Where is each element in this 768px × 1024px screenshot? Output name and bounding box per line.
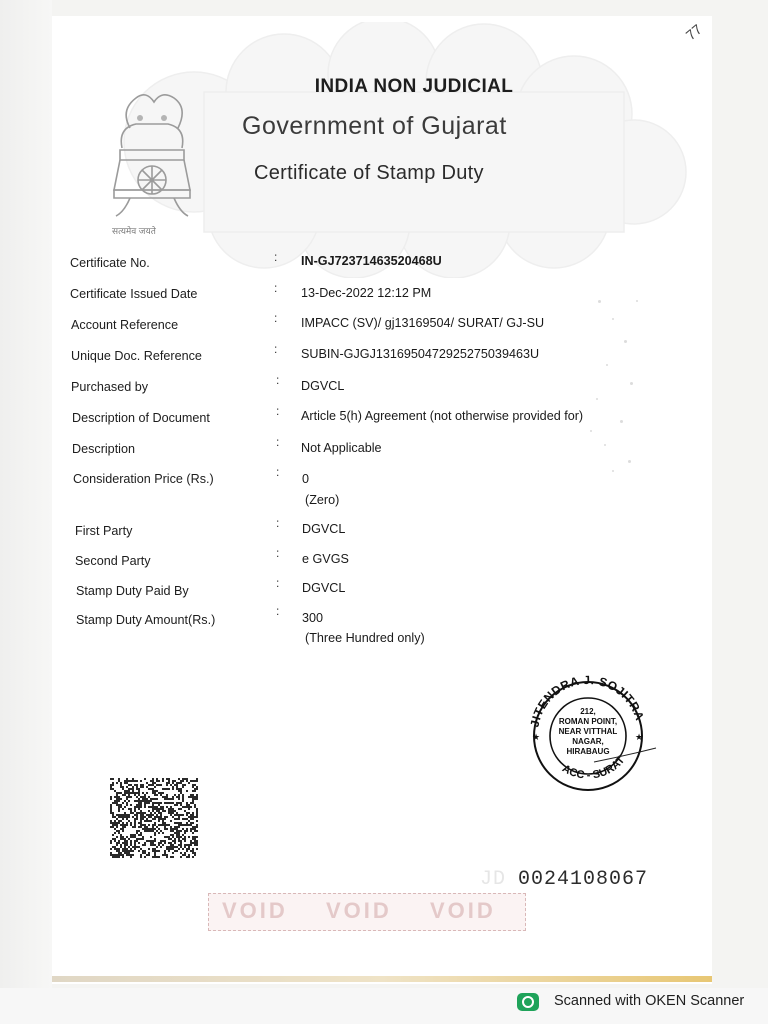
colon: : — [274, 281, 278, 295]
colon: : — [274, 250, 278, 264]
header-india-non-judicial — [0, 76, 768, 98]
field-label-first-party: First Party — [75, 524, 133, 538]
field-value-consideration-price: 0 — [302, 472, 310, 486]
colon: : — [276, 604, 280, 618]
certificate-serial-prefix: JD — [480, 868, 507, 891]
field-value-unique-doc-reference: SUBIN-GJGJ1316950472925275039463U — [301, 347, 540, 361]
colon: : — [276, 373, 280, 387]
void-watermark-text: VOID — [222, 898, 288, 923]
paper-bottom-edge — [52, 976, 712, 982]
colon: : — [276, 546, 280, 560]
field-label-consideration-price: Consideration Price (Rs.) — [73, 472, 214, 486]
colon: : — [274, 311, 278, 325]
field-value-purchased-by: DGVCL — [301, 379, 345, 393]
seal-inner-line: HIRABAUG — [566, 747, 610, 756]
oken-scanner-logo-icon — [516, 992, 540, 1012]
colon: : — [276, 576, 280, 590]
field-label-description-of-document: Description of Document — [72, 411, 210, 425]
seal-inner-line: NAGAR, — [572, 737, 604, 746]
field-label-certificate-no: Certificate No. — [70, 256, 150, 270]
advocate-seal-stamp — [524, 674, 660, 792]
field-value-first-party: DGVCL — [302, 522, 346, 536]
field-value-stamp-duty-amount: 300 — [302, 611, 324, 625]
seal-star-right: ★ — [635, 732, 644, 742]
field-subvalue-stamp-duty-amount: (Three Hundred only) — [305, 631, 425, 645]
field-label-stamp-duty-amount: Stamp Duty Amount(Rs.) — [76, 613, 216, 627]
field-value-description: Not Applicable — [301, 441, 382, 455]
header-certificate-title: Certificate of Stamp Duty — [254, 162, 484, 184]
seal-outer-bottom-text: ACC - SURAT — [560, 754, 628, 782]
field-value-issued-date: 13-Dec-2022 12:12 PM — [301, 286, 432, 300]
field-value-stamp-duty-paid-by: DGVCL — [302, 581, 346, 595]
svg-text:ACC - SURAT — [560, 754, 627, 782]
seal-inner-line: NEAR VITTHAL — [558, 727, 618, 736]
scanner-footer-text: Scanned with OKEN Scanner — [554, 993, 745, 1009]
field-label-second-party: Second Party — [75, 554, 151, 568]
field-label-purchased-by: Purchased by — [71, 380, 149, 394]
field-value-account-reference: IMPACC (SV)/ gj13169504/ SURAT/ GJ-SU — [301, 316, 545, 330]
field-value-certificate-no: IN-GJ72371463520468U — [301, 254, 442, 268]
scan-background-shadow — [0, 0, 52, 1000]
handwritten-page-mark: 77 — [682, 20, 705, 44]
ashoka-emblem-icon — [100, 88, 204, 234]
certificate-serial-number: 0024108067 — [518, 868, 649, 891]
header-government: Government of Gujarat — [242, 112, 507, 140]
seal-inner-line: ROMAN POINT, — [558, 717, 618, 726]
seal-outer-top-text: JITENDRA J. SOJITRA — [527, 674, 647, 729]
field-label-stamp-duty-paid-by: Stamp Duty Paid By — [76, 584, 189, 598]
colon: : — [276, 516, 280, 530]
colon: : — [276, 404, 280, 418]
field-subvalue-consideration-price: (Zero) — [305, 493, 340, 507]
field-label-issued-date: Certificate Issued Date — [70, 287, 198, 301]
colon: : — [276, 465, 280, 479]
emblem-caption: सत्यमेव जयते — [112, 226, 156, 236]
void-watermark-text: VOID — [326, 898, 392, 923]
field-value-description-of-document: Article 5(h) Agreement (not otherwise provided for) — [301, 409, 584, 423]
field-value-second-party: e GVGS — [302, 552, 349, 566]
seal-inner-line: 212, — [580, 707, 596, 716]
colon: : — [274, 342, 278, 356]
field-label-account-reference: Account Reference — [71, 318, 179, 332]
void-watermark-text: VOID — [430, 898, 496, 923]
qr-code — [110, 778, 198, 858]
colon: : — [276, 435, 280, 449]
seal-star-left: ★ — [532, 732, 541, 742]
field-label-description: Description — [72, 442, 135, 456]
header-line1-text: INDIA NON JUDICIAL — [314, 76, 514, 97]
field-label-unique-doc-reference: Unique Doc. Reference — [71, 349, 202, 363]
